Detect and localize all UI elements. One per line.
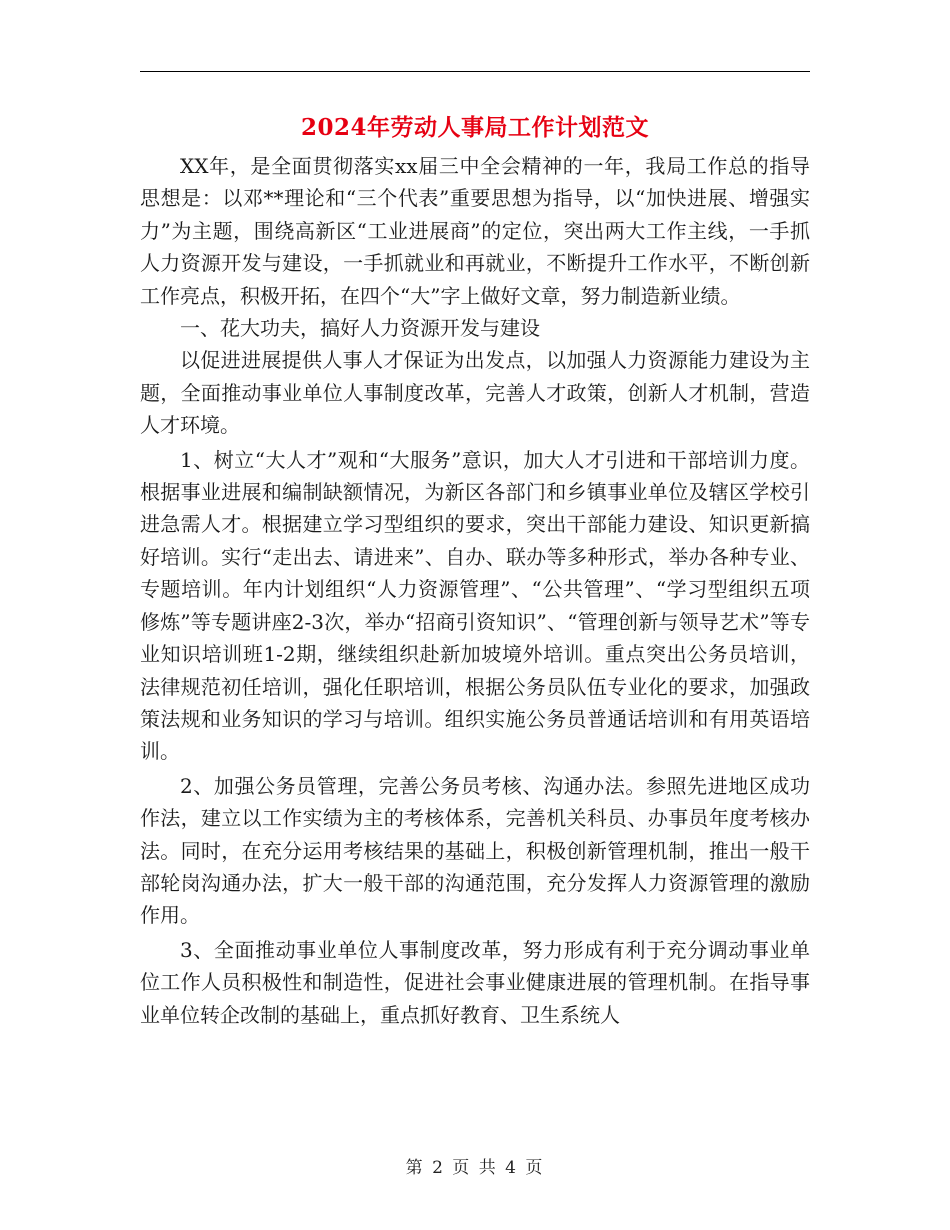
section-heading-1: 一、花大功夫，搞好人力资源开发与建设 bbox=[180, 316, 540, 341]
paragraph-item-3: 3、全面推动事业单位人事制度改革，努力形成有利于充分调动事业单位工作人员积极性和制造性，促进社会事业健康进展的管理机制。在指导事业单位转企改制的基础上，重点抓好教育、卫生系统人 bbox=[140, 937, 810, 1027]
document-title: 2024年劳动人事局工作计划范文 bbox=[300, 114, 649, 141]
paragraph-item-1: 1、树立“大人才”观和“大服务”意识，加大人才引进和干部培训力度。根据事业进展和编制缺额情况，为新区各部门和乡镇事业单位及辖区学校引进急需人才。根据建立学习型组织的要求，突出干部能力建设、知识更新搞好培训。实行“走出去、请进来”、自办、联办等多种形式，举办各种专业、专题培训。年内计划组织“人力资源管理”、“公共管理”、“学习型组织五项修炼”等专题讲座2-3次，举办“招商引资知识”、“管理创新与领导艺术”等专业知识培训班1-2期，继续组织赴新加坡境外培训。重点突出公务员培训，法律规范初任培训，强化任职培训，根据公务员队伍专业化的要求，加强政策法规和业务知识的学习与培训。组织实施公务员普通话培训和有用英语培训。 bbox=[140, 447, 810, 764]
paragraph-intro: XX年，是全面贯彻落实xx届三中全会精神的一年，我局工作总的指导思想是：以邓**理论和“三个代表”重要思想为指导，以“加快进展、增强实力”为主题，围绕高新区“工业进展商”的定位，突出两大工作主线，一手抓人力资源开发与建设，一手抓就业和再就业，不断提升工作水平，不断创新工作亮点，积极开拓，在四个“大”字上做好文章，努力制造新业绩。 bbox=[140, 154, 810, 308]
page-number: 第 2 页 共 4 页 bbox=[405, 1158, 545, 1178]
header-rule bbox=[140, 71, 810, 72]
document-body bbox=[140, 150, 810, 1031]
paragraph-item-2: 2、加强公务员管理，完善公务员考核、沟通办法。参照先进地区成功作法，建立以工作实绩为主的考核体系，完善机关科员、办事员年度考核办法。同时，在充分运用考核结果的基础上，积极创新管理机制，推出一般干部轮岗沟通办法，扩大一般干部的沟通范围，充分发挥人力资源管理的激励作用。 bbox=[140, 773, 810, 928]
paragraph-section-1: 以促进进展提供人事人才保证为出发点，以加强人力资源能力建设为主题，全面推动事业单位人事制度改革，完善人才政策，创新人才机制，营造人才环境。 bbox=[140, 348, 810, 438]
